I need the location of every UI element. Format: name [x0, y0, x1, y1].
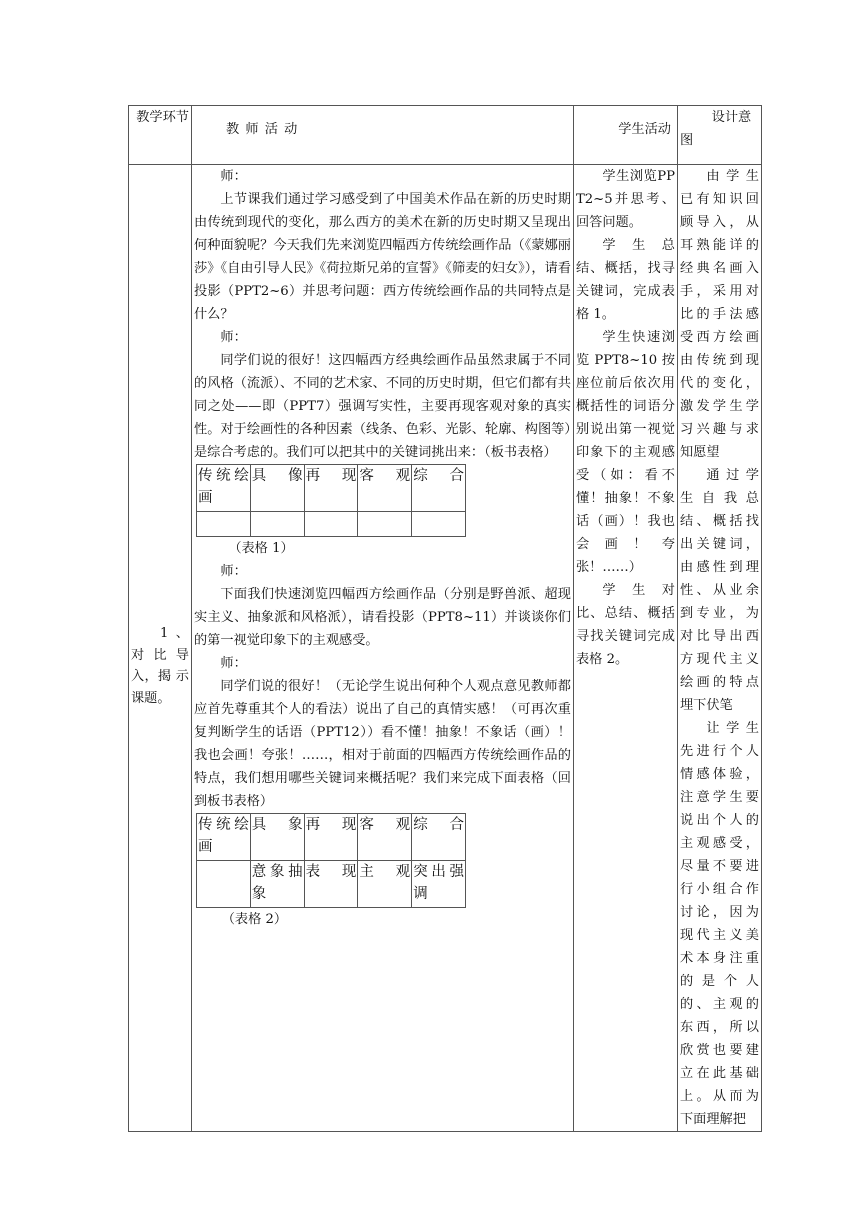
- design-p1: 由学生已有知识回顾导入，从耳熟能详的经典名画入手，采用对比的手法感受西方绘画由传统到现代的变化，激发学生学习兴趣与求知愿望: [680, 169, 759, 460]
- table-row: [197, 814, 466, 861]
- keyword-table-2: [196, 813, 466, 908]
- header-stage: 教学环节: [129, 106, 192, 165]
- table-cell: 综合: [412, 814, 466, 861]
- table-cell: 具象: [250, 814, 304, 861]
- header-design-intent: 设计意图: [678, 106, 762, 165]
- table-cell: 主观: [358, 861, 412, 908]
- student-p2: 学 生 总结、概括，找寻关键词，完成表格 1。: [576, 238, 675, 322]
- table-cell: [358, 512, 412, 537]
- table-row: [197, 861, 466, 908]
- teacher-p1: 师：: [220, 169, 247, 184]
- table-row: [197, 465, 466, 512]
- table-cell: 再现: [304, 465, 358, 512]
- teacher-p4: 同学们说的很好！这四幅西方经典绘画作品虽然隶属于不同的风格（流派）、不同的艺术家、不同的历史时期，但它们都有共同之处——即（PPT7）强调写实性，主要再现客观对象的真实性。对于绘画性的各种因素（线条、色彩、光影、轮廓、构图等）是综合考虑的。我们可以把其中的关键词挑出来：（板书表格）: [194, 353, 571, 460]
- table-cell: 客观: [358, 814, 412, 861]
- teacher-p5: 师：: [220, 564, 247, 579]
- teacher-p7: 师：: [220, 656, 247, 671]
- student-p3: 学生快速浏 览 PPT8~10 按座位前后依次用概括性的词语分别说出第一视觉印象下的主观感受（如：看不懂！抽象！不象话（画）！我也会画！夸张！……）: [576, 330, 675, 575]
- header-student-activity: 学生活动: [574, 106, 678, 165]
- table-cell: 传统绘画: [197, 465, 251, 512]
- teacher-p6: 下面我们快速浏览四幅西方绘画作品（分别是野兽派、超现实主义、抽象派和风格派），请看投影（PPT8~11）并谈谈你们的第一视觉印象下的主观感受。: [194, 587, 571, 648]
- table-cell: 具像: [250, 465, 304, 512]
- table-cell: [197, 512, 251, 537]
- teacher-p3: 师：: [220, 330, 247, 345]
- student-p4: 学 生 对比、总结、概括寻找关键词完成表格 2。: [576, 583, 675, 667]
- table-cell: 再现: [304, 814, 358, 861]
- table-cell: [412, 512, 466, 537]
- table-cell: [304, 512, 358, 537]
- teacher-activity-cell: [192, 165, 574, 1132]
- lesson-plan-table: [128, 105, 762, 1132]
- student-p1: 学生浏览PPT2~5并思考、回答问题。: [576, 169, 675, 230]
- stage-cell: [129, 165, 192, 1132]
- table-body-row: [129, 165, 762, 1132]
- teacher-p2: 上节课我们通过学习感受到了中国美术作品在新的历史时期由传统到现代的变化，那么西方的美术在新的历史时期又呈现出何种面貌呢？今天我们先来浏览四幅西方传统绘画作品（《蒙娜丽莎》《自由引导人民》《荷拉斯兄弟的宣誓》《筛麦的妇女》），请看投影（PPT2~6）并思考问题：西方传统绘画作品的共同特点是什么？: [194, 192, 571, 322]
- keyword-table-1: [196, 464, 466, 537]
- table-cell: 综合: [412, 465, 466, 512]
- table-row: [197, 512, 466, 537]
- table-cell: [197, 861, 251, 908]
- table-header-row: [129, 106, 762, 165]
- student-activity-cell: [574, 165, 678, 1132]
- table-cell: 表现: [304, 861, 358, 908]
- design-p2: 通过学生自我总结、概括找出关键词，由感性到理性、从业余到专业，为对比导出西方现代主义绘画的特点埋下伏笔: [680, 468, 759, 713]
- table-cell: [250, 512, 304, 537]
- table-cell: 传统绘画: [197, 814, 251, 861]
- stage-text: 1、对比导入，揭 示 课题。: [131, 626, 189, 706]
- header-teacher-activity: 教 师 活 动: [192, 106, 574, 165]
- table-1-caption: （表格 1）: [228, 541, 294, 556]
- design-intent-cell: [678, 165, 762, 1132]
- teacher-p8: 同学们说的很好！（无论学生说出何种个人观点意见教师都应首先尊重其个人的看法）说出了自己的真情实感！（可再次重复判断学生的话语（PPT12））看不懂！抽象！不象话（画）！我也会画！夸张！……，相对于前面的四幅西方传统绘画作品的特点，我们想用哪些关键词来概括呢？我们来完成下面表格（回到板书表格）: [194, 679, 571, 809]
- table-cell: 意象抽象: [250, 861, 304, 908]
- table-2-caption: （表格 2）: [221, 912, 288, 927]
- table-cell: 突出强调: [412, 861, 466, 908]
- design-p3: 让学生先进行个人情感体验，注意学生要说出个人的主观感受，尽量不要进行小组合作讨论，因为现代主义美术本身注重的是个人的、主观的东西，所以欣赏也要建立在此基础上。从而为下面理解把: [680, 721, 759, 1127]
- table-cell: 客观: [358, 465, 412, 512]
